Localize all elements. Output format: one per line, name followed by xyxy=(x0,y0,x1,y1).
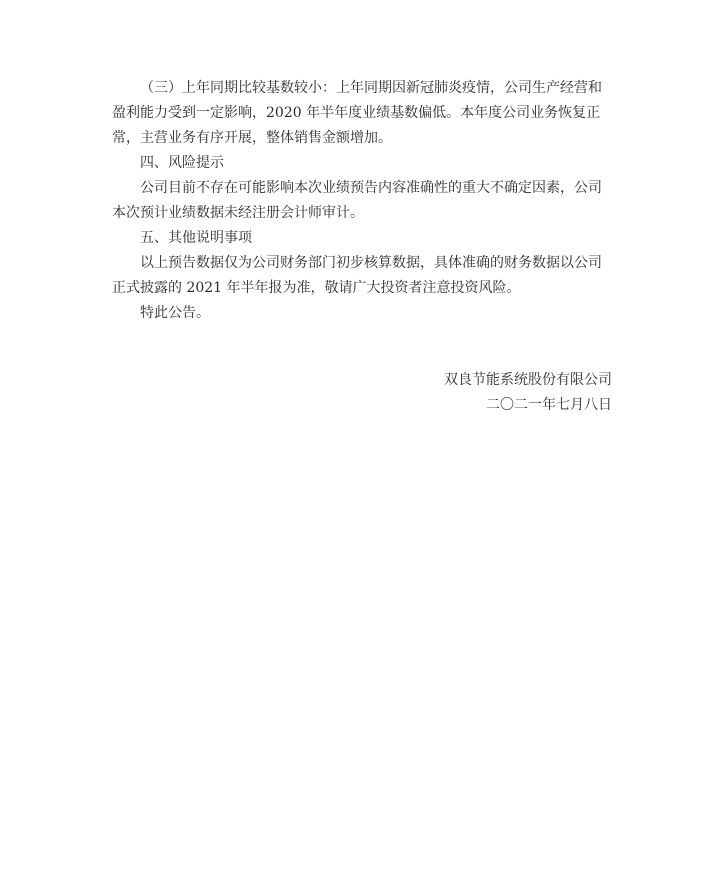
paragraph-line: 正式披露的 2021 年半年报为准，敬请广大投资者注意投资风险。 xyxy=(112,280,521,296)
section-other-notes xyxy=(112,226,612,301)
company-name: 双良节能系统股份有限公司 xyxy=(444,372,612,388)
closing-text: 特此公告。 xyxy=(140,305,210,321)
announcement-date: 二〇二一年七月八日 xyxy=(486,397,612,413)
signature-block xyxy=(444,368,612,418)
section-risk-notice xyxy=(112,151,612,226)
paragraph-line: 以上预告数据仅为公司财务部门初步核算数据，具体准确的财务数据以公司 xyxy=(140,255,602,271)
paragraph-base-comparison xyxy=(112,76,612,151)
paragraph-line: （三）上年同期比较基数较小：上年同期因新冠肺炎疫情，公司生产经营和 xyxy=(140,80,602,96)
paragraph-line: 公司目前不存在可能影响本次业绩预告内容准确性的重大不确定因素，公司 xyxy=(140,180,602,196)
paragraph-line: 本次预计业绩数据未经注册会计师审计。 xyxy=(112,205,364,221)
paragraph-line: 常，主营业务有序开展，整体销售金额增加。 xyxy=(112,130,392,146)
paragraph-line: 盈利能力受到一定影响，2020 年半年度业绩基数偏低。本年度公司业务恢复正 xyxy=(112,105,601,121)
section-heading: 五、其他说明事项 xyxy=(140,230,252,246)
section-heading: 四、风险提示 xyxy=(140,155,224,171)
closing-statement xyxy=(112,301,612,326)
